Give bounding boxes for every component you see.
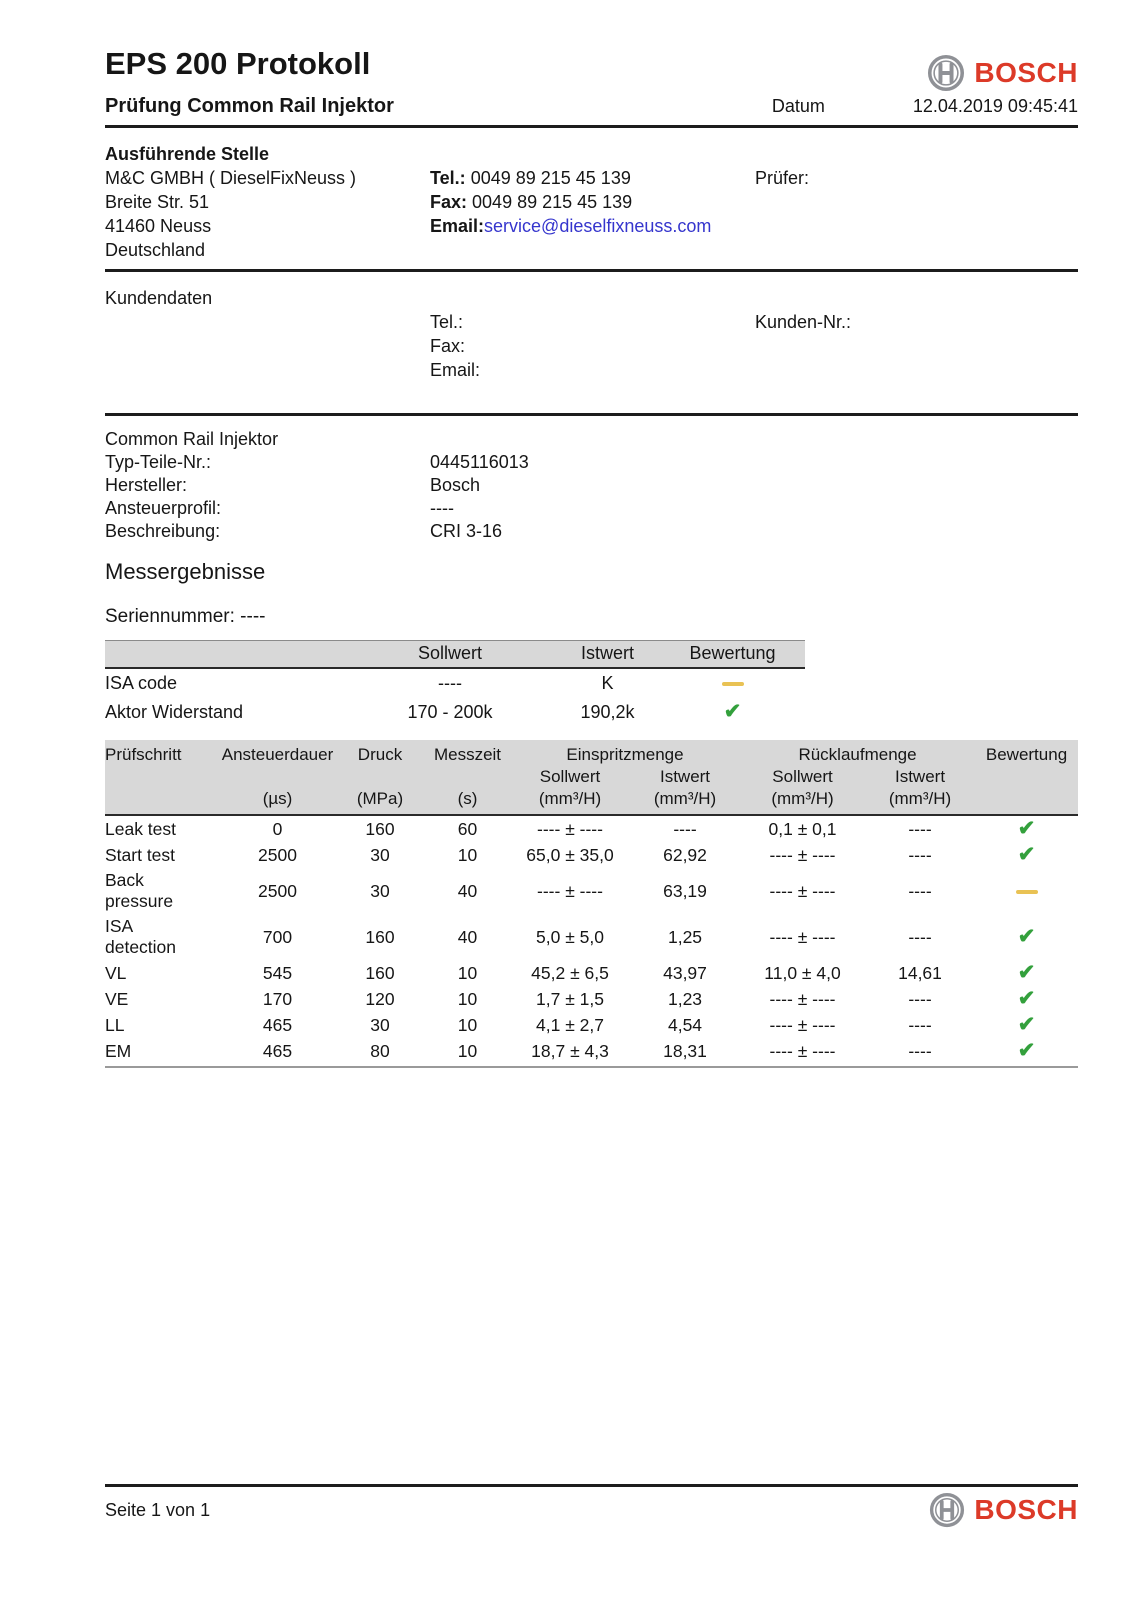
col-header-bewertung: Bewertung	[975, 740, 1078, 766]
page-title: EPS 200 Protokoll	[105, 46, 371, 81]
step-name: VE	[105, 988, 129, 1009]
col-header-pruefschritt: Prüfschritt	[105, 740, 220, 766]
step-einspritz-sollwert: ---- ± ----	[537, 818, 603, 839]
kunden-nr-label: Kunden-Nr.:	[755, 312, 852, 332]
page-number: Seite 1 von 1	[105, 1499, 211, 1520]
field-label: Beschreibung:	[105, 521, 221, 541]
step-ruecklauf-sollwert: ---- ± ----	[769, 844, 836, 865]
bosch-wordmark: BOSCH	[974, 57, 1078, 88]
step-name: ISA detection	[105, 916, 177, 957]
tel-line	[430, 166, 755, 190]
step-ruecklauf-sollwert: ---- ± ----	[769, 926, 836, 947]
step-einspritz-sollwert: 45,2 ± 6,5	[531, 962, 609, 983]
unit-inj-sollwert: (mm³/H)	[510, 788, 630, 815]
subheader-inj-sollwert: Sollwert	[510, 766, 630, 788]
summary-row-rating	[660, 697, 805, 726]
serial-value: ----	[240, 606, 266, 627]
step-einspritz-sollwert: 5,0 ± 5,0	[536, 926, 604, 947]
step-ruecklauf-sollwert: ---- ± ----	[769, 1014, 836, 1035]
email-line	[430, 214, 755, 238]
step-ansteuerdauer: 2500	[258, 880, 297, 901]
step-rating	[975, 815, 1078, 842]
step-einspritz-sollwert: ---- ± ----	[537, 880, 603, 901]
summary-row-sollwert: ----	[438, 673, 462, 693]
customer-fax-label: Fax:	[430, 336, 466, 356]
document-subtitle: Prüfung Common Rail Injektor	[105, 95, 394, 117]
unit-ret-istwert: (mm³/H)	[865, 788, 975, 815]
dash-icon	[1016, 890, 1038, 894]
step-einspritz-sollwert: 65,0 ± 35,0	[526, 844, 614, 865]
tel-label: Tel.:	[430, 168, 466, 188]
summary-row-name: ISA code	[105, 673, 178, 693]
customer-number-cell	[755, 286, 1078, 406]
step-messzeit: 10	[425, 1038, 510, 1067]
step-ansteuerdauer: 465	[262, 1014, 293, 1035]
summary-row	[105, 668, 805, 697]
check-icon: ✔	[1017, 1013, 1036, 1036]
summary-header-sollwert: Sollwert	[345, 641, 555, 669]
step-ruecklauf-sollwert: ---- ± ----	[740, 1038, 865, 1067]
step-name: LL	[105, 1014, 125, 1035]
customer-label: Kundendaten	[105, 288, 213, 308]
step-name: VL	[105, 962, 127, 983]
bosch-logo-footer	[929, 1492, 1078, 1528]
subheader-ret-sollwert: Sollwert	[740, 766, 865, 788]
step-einspritz-istwert: 4,54	[667, 1014, 703, 1035]
step-rating	[975, 914, 1078, 960]
step-ansteuerdauer: 170	[262, 988, 293, 1009]
test-step-row	[105, 868, 1078, 914]
test-step-row	[105, 986, 1078, 1012]
step-rating	[975, 1038, 1078, 1067]
summary-header-istwert: Istwert	[555, 641, 660, 669]
fax-label: Fax:	[430, 192, 468, 212]
customer-tel-label: Tel.:	[430, 312, 464, 332]
injector-title: Common Rail Injektor	[105, 429, 279, 449]
executing-site-section	[105, 128, 1078, 262]
serial-number-line	[105, 606, 1078, 628]
field-value: Bosch	[430, 475, 481, 495]
check-icon: ✔	[723, 700, 742, 723]
step-messzeit: 40	[457, 880, 478, 901]
injector-field-row	[105, 497, 1078, 520]
step-einspritz-istwert: 63,19	[663, 880, 707, 901]
step-ansteuerdauer: 2500	[258, 844, 297, 865]
unit-inj-istwert: (mm³/H)	[630, 788, 740, 815]
step-ansteuerdauer: 700	[262, 926, 293, 947]
field-value: CRI 3-16	[430, 521, 503, 541]
step-rating	[975, 868, 1078, 914]
results-heading: Messergebnisse	[105, 559, 266, 584]
step-name: Back pressure	[105, 870, 174, 911]
summary-row	[105, 697, 805, 726]
email-label: Email:	[430, 216, 485, 236]
injector-section	[105, 416, 1078, 543]
step-einspritz-sollwert: 4,1 ± 2,7	[536, 1014, 604, 1035]
field-value: 0445116013	[430, 452, 529, 472]
step-ruecklauf-istwert: ----	[908, 988, 932, 1009]
customer-section	[105, 272, 1078, 406]
company-country: Deutschland	[105, 240, 206, 260]
subheader-inj-istwert: Istwert	[630, 766, 740, 788]
executing-site-address	[105, 142, 430, 262]
test-step-row	[105, 1012, 1078, 1038]
fax-value: 0049 89 215 45 139	[472, 192, 633, 212]
bosch-armature-icon	[929, 1492, 965, 1528]
step-einspritz-istwert: 1,23	[667, 988, 703, 1009]
step-name: Leak test	[105, 818, 177, 839]
summary-row-sollwert: 170 - 200k	[407, 701, 493, 722]
step-ansteuerdauer: 0	[272, 818, 283, 839]
col-header-druck: Druck	[335, 740, 425, 766]
test-step-row	[105, 914, 1078, 960]
step-einspritz-sollwert: 1,7 ± 1,5	[536, 988, 604, 1009]
step-name: Start test	[105, 844, 176, 865]
unit-ret-sollwert: (mm³/H)	[740, 788, 865, 815]
step-rating	[975, 842, 1078, 868]
unit-ansteuerdauer: (µs)	[220, 788, 335, 815]
step-ruecklauf-istwert: 14,61	[898, 962, 942, 983]
step-druck: 160	[365, 926, 395, 947]
step-messzeit: 10	[457, 962, 478, 983]
step-einspritz-istwert: 43,97	[663, 962, 707, 983]
unit-druck: (MPa)	[335, 788, 425, 815]
check-icon: ✔	[1017, 925, 1036, 948]
field-label: Ansteuerprofil:	[105, 498, 222, 518]
step-messzeit: 60	[457, 818, 478, 839]
datum-value: 12.04.2019 09:45:41	[912, 96, 1078, 116]
summary-row-name: Aktor Widerstand	[105, 701, 244, 722]
step-druck: 30	[370, 1014, 390, 1035]
step-druck: 120	[365, 988, 395, 1009]
injector-field-row	[105, 451, 1078, 474]
step-messzeit: 10	[457, 844, 478, 865]
test-steps-table	[105, 740, 1078, 1068]
step-ruecklauf-sollwert: 0,1 ± 0,1	[768, 818, 837, 839]
summary-table-body	[105, 668, 805, 726]
check-icon: ✔	[1017, 1039, 1036, 1062]
step-einspritz-istwert: 62,92	[663, 844, 707, 865]
step-rating	[975, 986, 1078, 1012]
test-step-row	[105, 842, 1078, 868]
dash-icon	[722, 682, 744, 686]
step-rating	[975, 960, 1078, 986]
summary-header-empty	[105, 641, 345, 669]
executing-site-contact	[430, 142, 755, 262]
step-ruecklauf-sollwert: ---- ± ----	[769, 880, 836, 901]
step-ruecklauf-istwert: ----	[908, 880, 932, 901]
unit-messzeit: (s)	[425, 788, 510, 815]
summary-header-bewertung: Bewertung	[660, 641, 805, 669]
field-label: Hersteller:	[105, 475, 188, 495]
step-druck: 80	[335, 1038, 425, 1067]
customer-contact	[430, 286, 755, 406]
step-ruecklauf-istwert: ----	[908, 926, 932, 947]
step-messzeit: 40	[457, 926, 478, 947]
col-header-einspritzmenge: Einspritzmenge	[510, 740, 740, 766]
summary-row-istwert: K	[601, 673, 614, 693]
fax-line	[430, 190, 755, 214]
pruefer-cell	[755, 142, 1078, 262]
company-city: 41460 Neuss	[105, 216, 212, 236]
summary-table	[105, 640, 805, 726]
summary-row-rating	[660, 668, 805, 697]
divider	[105, 1484, 1078, 1487]
summary-row-istwert: 190,2k	[580, 701, 635, 722]
test-step-row	[105, 815, 1078, 842]
bosch-wordmark: BOSCH	[974, 1494, 1078, 1525]
col-header-ruecklaufmenge: Rücklaufmenge	[740, 740, 975, 766]
step-druck: 30	[370, 844, 390, 865]
email-link[interactable]: service@dieselfixneuss.com	[484, 216, 712, 236]
step-ruecklauf-sollwert: ---- ± ----	[769, 988, 836, 1009]
check-icon: ✔	[1017, 843, 1036, 866]
subheader-ret-istwert: Istwert	[865, 766, 975, 788]
step-einspritz-istwert: ----	[673, 818, 697, 839]
step-druck: 30	[370, 880, 390, 901]
check-icon: ✔	[1017, 961, 1036, 984]
test-step-row	[105, 960, 1078, 986]
step-ansteuerdauer: 545	[262, 962, 293, 983]
check-icon: ✔	[1017, 817, 1036, 840]
tel-value: 0049 89 215 45 139	[470, 168, 631, 188]
step-name: EM	[105, 1038, 220, 1067]
field-value: ----	[430, 498, 454, 518]
injector-field-row	[105, 520, 1078, 543]
company-street: Breite Str. 51	[105, 192, 210, 212]
pruefer-label: Prüfer:	[755, 168, 810, 188]
col-header-ansteuerdauer: Ansteuerdauer	[220, 740, 335, 766]
step-ruecklauf-istwert: ----	[865, 1038, 975, 1067]
company-name: M&C GMBH ( DieselFixNeuss )	[105, 168, 357, 188]
step-ruecklauf-istwert: ----	[908, 1014, 932, 1035]
injector-field-row	[105, 474, 1078, 497]
step-rating	[975, 1012, 1078, 1038]
step-einspritz-istwert: 18,31	[630, 1038, 740, 1067]
test-step-row	[105, 1038, 1078, 1067]
executing-site-label: Ausführende Stelle	[105, 144, 270, 164]
test-steps-table-body	[105, 815, 1078, 1067]
step-ruecklauf-istwert: ----	[908, 844, 932, 865]
datum-label: Datum	[771, 96, 825, 116]
step-druck: 160	[365, 962, 395, 983]
check-icon: ✔	[1017, 987, 1036, 1010]
step-messzeit: 10	[457, 988, 478, 1009]
step-ruecklauf-istwert: ----	[908, 818, 932, 839]
customer-email-label: Email:	[430, 360, 481, 380]
field-label: Typ-Teile-Nr.:	[105, 452, 212, 472]
col-header-messzeit: Messzeit	[425, 740, 510, 766]
step-einspritz-istwert: 1,25	[667, 926, 703, 947]
step-druck: 160	[365, 818, 395, 839]
step-messzeit: 10	[457, 1014, 478, 1035]
step-ruecklauf-sollwert: 11,0 ± 4,0	[764, 962, 841, 983]
step-ansteuerdauer: 465	[220, 1038, 335, 1067]
page-footer	[105, 1484, 1078, 1528]
step-einspritz-sollwert: 18,7 ± 4,3	[510, 1038, 630, 1067]
serial-label: Seriennummer:	[105, 606, 235, 627]
